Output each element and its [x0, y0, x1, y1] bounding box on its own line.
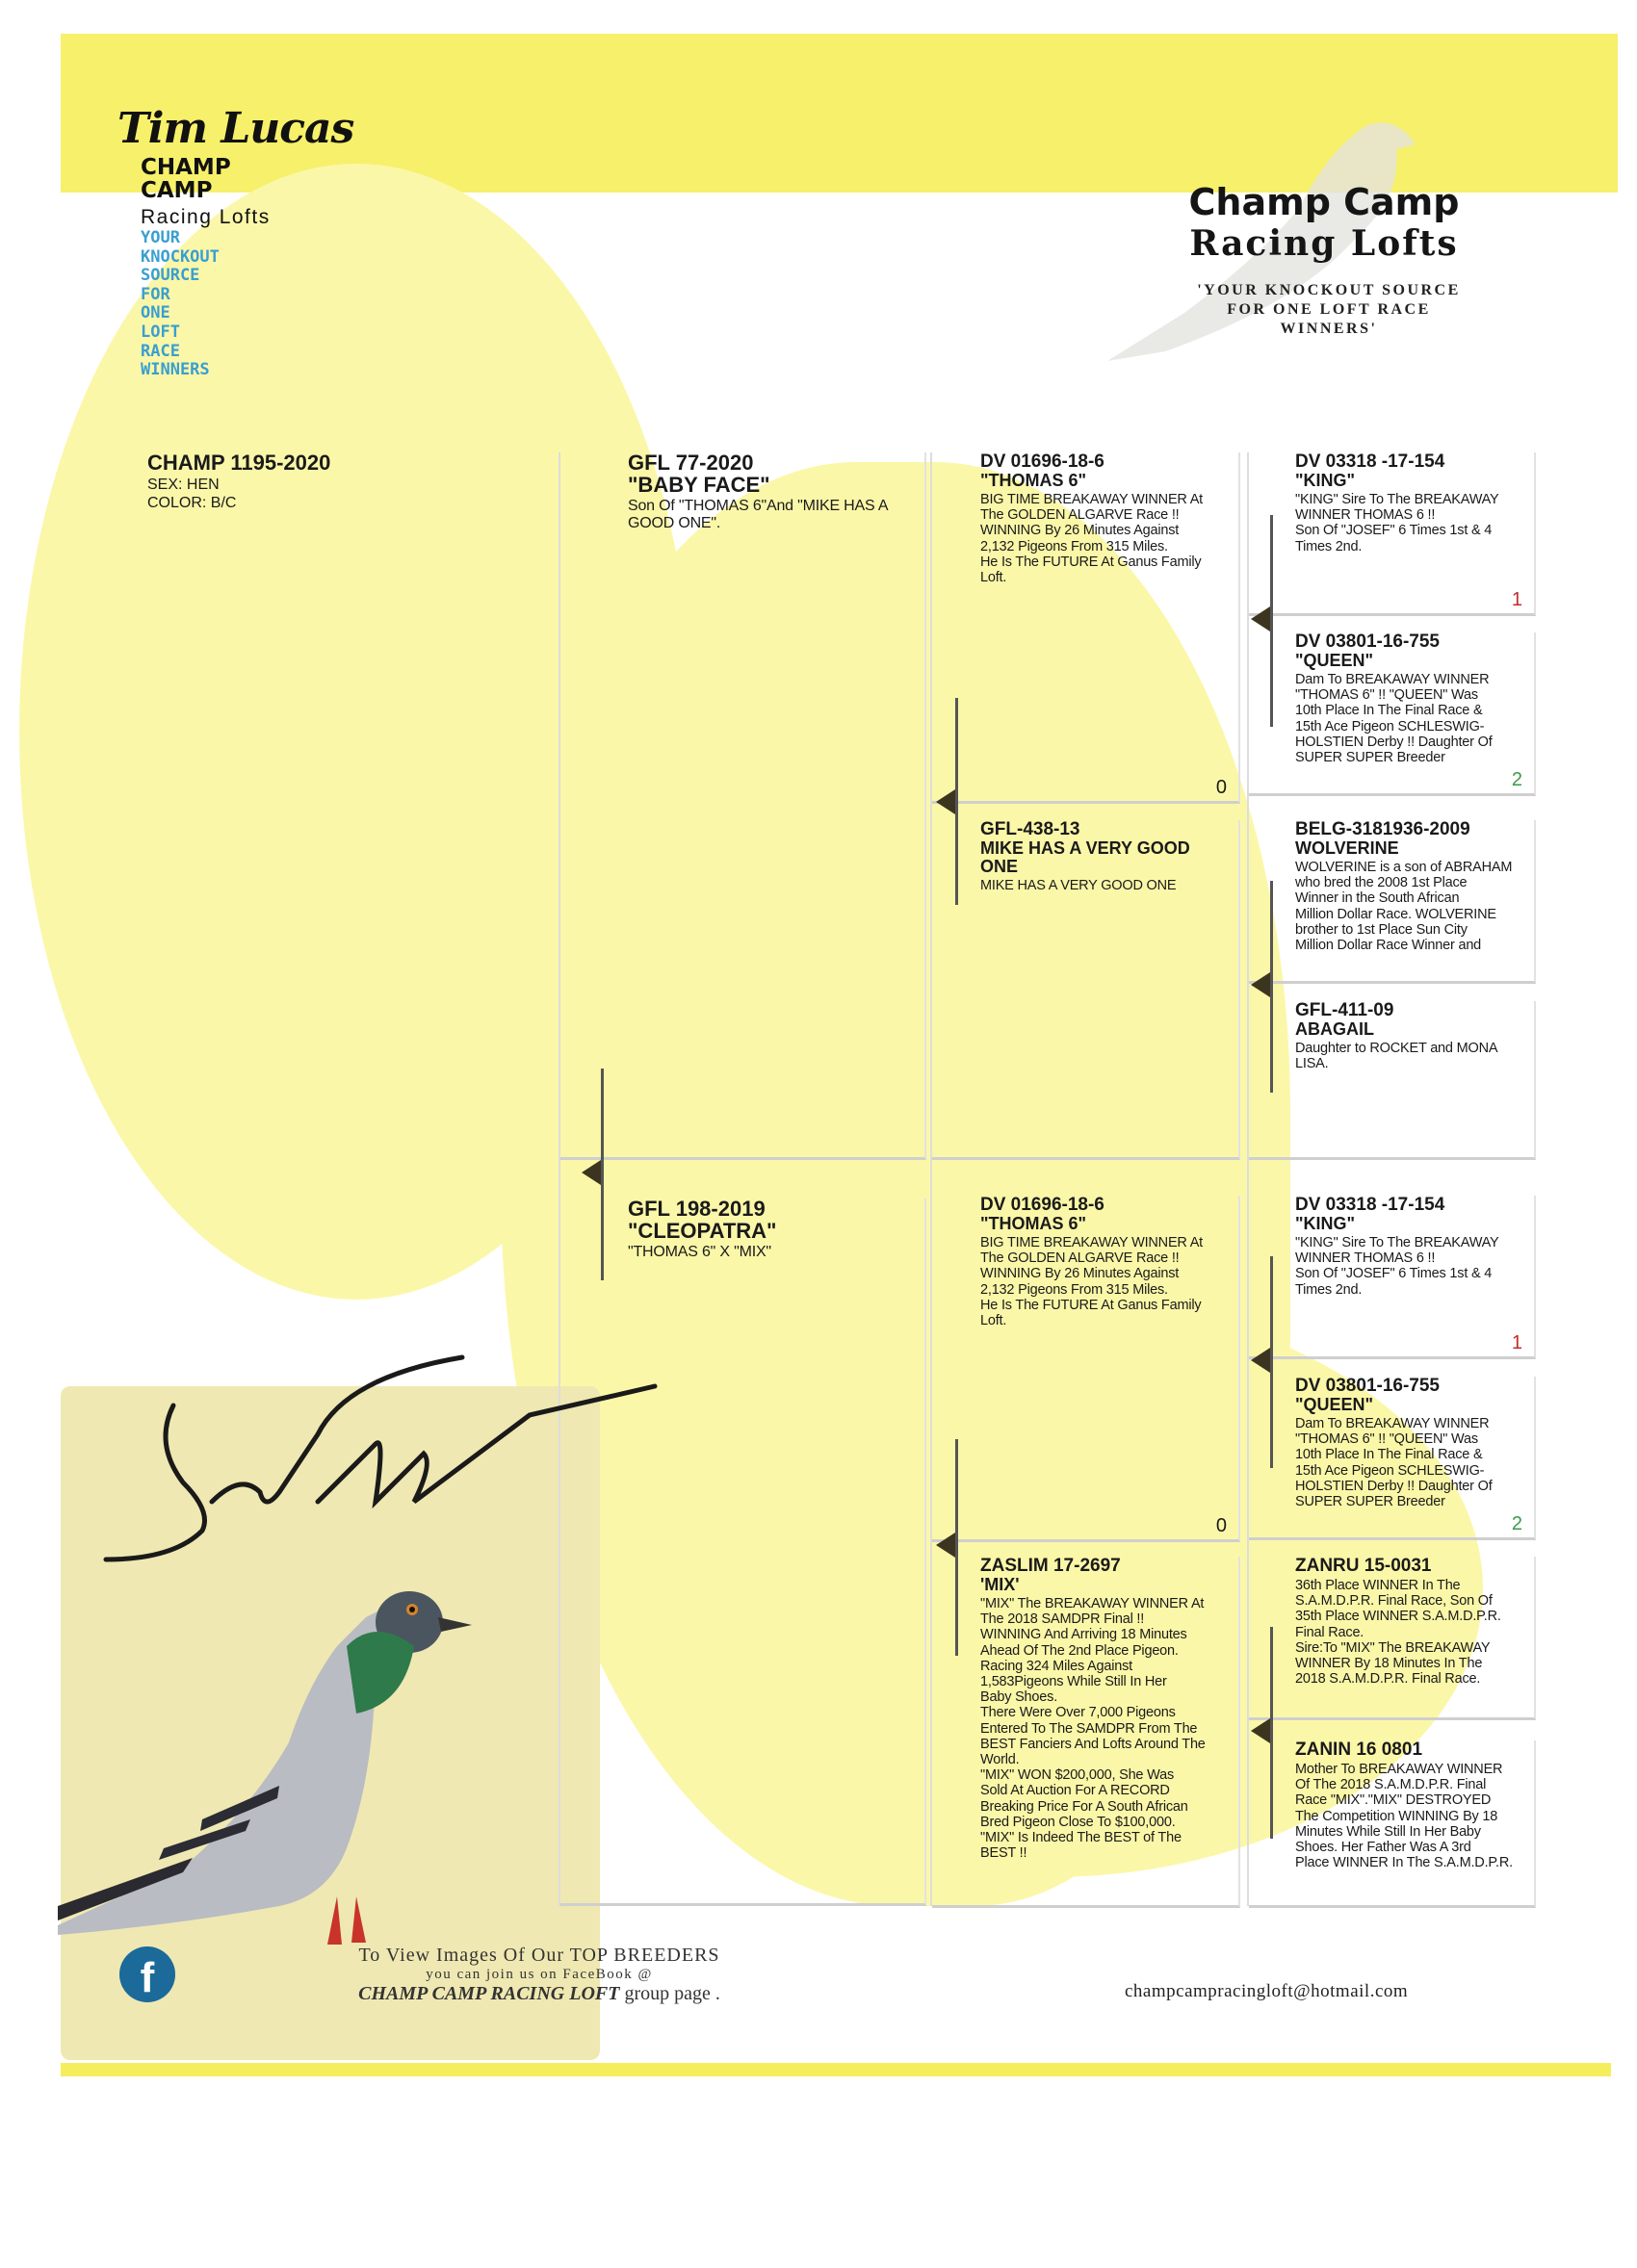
tagline-word: ONE — [141, 303, 170, 323]
bird-name: WOLVERINE — [1295, 838, 1399, 858]
pedigree-card-great-grandparent[interactable] — [1249, 1557, 1536, 1720]
bird-name: "CLEOPATRA" — [628, 1219, 777, 1243]
pedigree-card-great-grandparent[interactable] — [1249, 632, 1536, 796]
bird-description: Son Of "THOMAS 6"And "MIKE HAS A GOOD ONE". — [628, 498, 888, 531]
bird-id: DV 01696-18-6 — [980, 1195, 1104, 1215]
tagline-word: LOFT — [141, 322, 180, 342]
bird-id: DV 03801-16-755 — [1295, 631, 1440, 652]
bird-description: "KING" Sire To The BREAKAWAY WINNER THOMAS 6 !! Son Of "JOSEF" 6 Times 1st & 4 Times 2nd. — [1295, 1235, 1499, 1298]
brand-line: CHAMP — [141, 155, 231, 180]
footer-line: you can join us on FaceBook @ — [426, 1967, 653, 1982]
bird-description: Dam To BREAKAWAY WINNER "THOMAS 6" !! "QUEEN" Was 10th Place In The Final Race & 15th Ace Pigeon SCHLESWIG- HOLSTIEN Derby !! Daughter Of SUPER SUPER Breeder — [1295, 672, 1493, 766]
bird-name: "KING" — [1295, 471, 1356, 490]
bird-description: Daughter to ROCKET and MONA LISA. — [1295, 1041, 1498, 1072]
footer-line: To View Images Of Our TOP BREEDERS — [358, 1945, 720, 1966]
bird-name: MIKE HAS A VERY GOOD ONE — [980, 838, 1190, 876]
bird-id: DV 03801-16-755 — [1295, 1376, 1440, 1396]
bird-name: "KING" — [1295, 1214, 1356, 1233]
bird-description: BIG TIME BREAKAWAY WINNER At The GOLDEN ALGARVE Race !! WINNING By 26 Minutes Against 2,132 Pigeons From 315 Miles. He Is The FUTURE At Ganus Family Loft. — [980, 1235, 1204, 1329]
signature-logo: Tim Lucas — [117, 104, 354, 153]
bird-name: "BABY FACE" — [628, 473, 770, 497]
bird-id: ZANRU 15-0031 — [1295, 1556, 1432, 1576]
footer-facebook-note — [173, 1945, 905, 2005]
subject-color: COLOR: B/C — [147, 495, 237, 511]
bracket-arrow-icon — [1251, 606, 1270, 631]
pedigree-card-great-grandparent[interactable] — [1249, 452, 1536, 616]
bracket-arrow-icon — [582, 1160, 601, 1185]
bracket-line — [955, 698, 958, 905]
tagline-word: YOUR — [141, 228, 180, 247]
pedigree-card-great-grandparent[interactable] — [1249, 820, 1536, 984]
bird-id: GFL-411-09 — [1295, 1000, 1394, 1020]
contact-email[interactable]: champcampracingloft@hotmail.com — [1125, 1981, 1409, 2001]
pedigree-card-sire[interactable] — [560, 452, 926, 1160]
brand-line: CAMP — [141, 178, 213, 203]
tagline-word: RACE — [141, 341, 180, 361]
bird-name: "QUEEN" — [1295, 651, 1374, 670]
bird-id: ZASLIM 17-2697 — [980, 1556, 1121, 1576]
brand-tagline — [141, 229, 220, 380]
bird-description: "MIX" The BREAKAWAY WINNER At The 2018 SAMDPR Final !! WINNING And Arriving 18 Minutes Ahead Of The 2nd Place Pigeon. Racing 324 Miles Against 1,583Pigeons While Still In Her Baby Shoes. There Were Over 7,000 Pigeons Entered To The SAMDPR From The BEST Fanciers And Lofts Around The World. "MIX" WON $200,000, She Was Sold At Auction For A RECORD Breaking Price For A South African Bred Pigeon Close To $100,000. "MIX" Is Indeed The BEST of The BEST !! — [980, 1596, 1206, 1862]
tagline-line: 'YOUR KNOCKOUT SOURCE — [1197, 282, 1461, 298]
bird-id: GFL 198-2019 — [628, 1197, 766, 1221]
pedigree-card-great-grandparent[interactable] — [1249, 1001, 1536, 1160]
card-number: 0 — [1215, 1515, 1227, 1536]
tagline-word: FOR — [141, 284, 170, 304]
subject-bird — [147, 451, 330, 512]
card-number: 0 — [1215, 777, 1227, 798]
bracket-line — [1270, 1256, 1273, 1468]
pedigree-card-great-grandparent[interactable] — [1249, 1377, 1536, 1540]
bird-name: "THOMAS 6" — [980, 471, 1087, 490]
footer-line: group page . — [619, 1983, 720, 2004]
pedigree-card-grandparent[interactable] — [932, 820, 1240, 1160]
bird-id: BELG-3181936-2009 — [1295, 819, 1470, 839]
bracket-line — [1270, 881, 1273, 1093]
bird-id: DV 03318 -17-154 — [1295, 451, 1445, 472]
bird-id: GFL-438-13 — [980, 819, 1080, 839]
bird-id: GFL 77-2020 — [628, 451, 754, 475]
bracket-arrow-icon — [1251, 972, 1270, 997]
bird-id: DV 01696-18-6 — [980, 451, 1104, 472]
page-subtitle: Racing Lofts — [1189, 223, 1459, 264]
bracket-line — [955, 1439, 958, 1656]
bird-description: 36th Place WINNER In The S.A.M.D.P.R. Final Race, Son Of 35th Place WINNER S.A.M.D.P.R. Final Race. Sire:To "MIX" The BREAKAWAY WINNER By 18 Minutes In The 2018 S.A.M.D.P.R. Final Race. — [1295, 1578, 1501, 1688]
tagline-line: WINNERS' — [1280, 321, 1378, 337]
bird-name: "THOMAS 6" — [980, 1214, 1087, 1233]
bird-description: BIG TIME BREAKAWAY WINNER At The GOLDEN ALGARVE Race !! WINNING By 26 Minutes Against 2,132 Pigeons From 315 Miles. He Is The FUTURE At Ganus Family Loft. — [980, 492, 1204, 586]
pedigree-card-great-grandparent[interactable] — [1249, 1196, 1536, 1359]
bracket-arrow-icon — [1251, 1718, 1270, 1743]
footer-yellow-band — [61, 2063, 1611, 2076]
bird-description: MIKE HAS A VERY GOOD ONE — [980, 878, 1177, 893]
tagline-line: FOR ONE LOFT RACE — [1227, 301, 1431, 318]
subject-id: CHAMP 1195-2020 — [147, 451, 331, 475]
bracket-line — [601, 1069, 604, 1280]
pigeon-photo-icon — [58, 1579, 491, 1964]
bracket-arrow-icon — [1251, 1348, 1270, 1373]
subject-sex: SEX: HEN — [147, 477, 220, 493]
pedigree-card-great-grandparent[interactable] — [1249, 1740, 1536, 1908]
pedigree-card-grandparent[interactable] — [932, 452, 1240, 804]
handwritten-signature — [96, 1348, 674, 1579]
bird-name: 'MIX' — [980, 1575, 1020, 1594]
bracket-line — [1270, 515, 1273, 727]
brand-name — [141, 156, 231, 202]
card-number: 2 — [1511, 769, 1522, 790]
bird-description: WOLVERINE is a son of ABRAHAM who bred the 2008 1st Place Winner in the South African Million Dollar Race. WOLVERINE brother to 1st Place Sun City Million Dollar Race Winner and — [1295, 860, 1513, 954]
bird-name: "QUEEN" — [1295, 1395, 1374, 1414]
bird-description: Mother To BREAKAWAY WINNER Of The 2018 S.A.M.D.P.R. Final Race "MIX"."MIX" DESTROYED The Competition WINNING By 18 Minutes While Still In Her Baby Shoes. Her Father Was A 3rd Place WINNER In The S.A.M.D.P.R. — [1295, 1762, 1513, 1871]
tagline-word: SOURCE — [141, 266, 200, 286]
bracket-line — [1270, 1627, 1273, 1839]
page-title: Champ Camp — [1188, 181, 1460, 223]
pedigree-card-grandparent[interactable] — [932, 1557, 1240, 1908]
pedigree-card-grandparent[interactable] — [932, 1196, 1240, 1542]
page-tagline — [1136, 281, 1521, 339]
bracket-arrow-icon — [936, 1533, 955, 1558]
bracket-arrow-icon — [936, 789, 955, 814]
bird-description: "KING" Sire To The BREAKAWAY WINNER THOMAS 6 !! Son Of "JOSEF" 6 Times 1st & 4 Times 2nd. — [1295, 492, 1499, 554]
facebook-group-link[interactable]: CHAMP CAMP RACING LOFT — [358, 1983, 620, 2004]
facebook-icon[interactable]: f — [119, 1946, 175, 2002]
bird-name: ABAGAIL — [1295, 1019, 1374, 1039]
tagline-word: KNOCKOUT — [141, 246, 220, 267]
bird-id: ZANIN 16 0801 — [1295, 1740, 1423, 1760]
bird-description: "THOMAS 6" X "MIX" — [628, 1244, 771, 1260]
card-number: 1 — [1511, 589, 1522, 610]
bird-id: DV 03318 -17-154 — [1295, 1195, 1445, 1215]
tagline-word: WINNERS — [141, 360, 210, 380]
brand-subtitle: Racing Lofts — [141, 206, 271, 228]
card-number: 1 — [1511, 1332, 1522, 1353]
bird-description: Dam To BREAKAWAY WINNER "THOMAS 6" !! "QUEEN" Was 10th Place In The Final Race & 15th Ace Pigeon SCHLESWIG- HOLSTIEN Derby !! Daughter Of SUPER SUPER Breeder — [1295, 1416, 1493, 1510]
card-number: 2 — [1511, 1513, 1522, 1534]
